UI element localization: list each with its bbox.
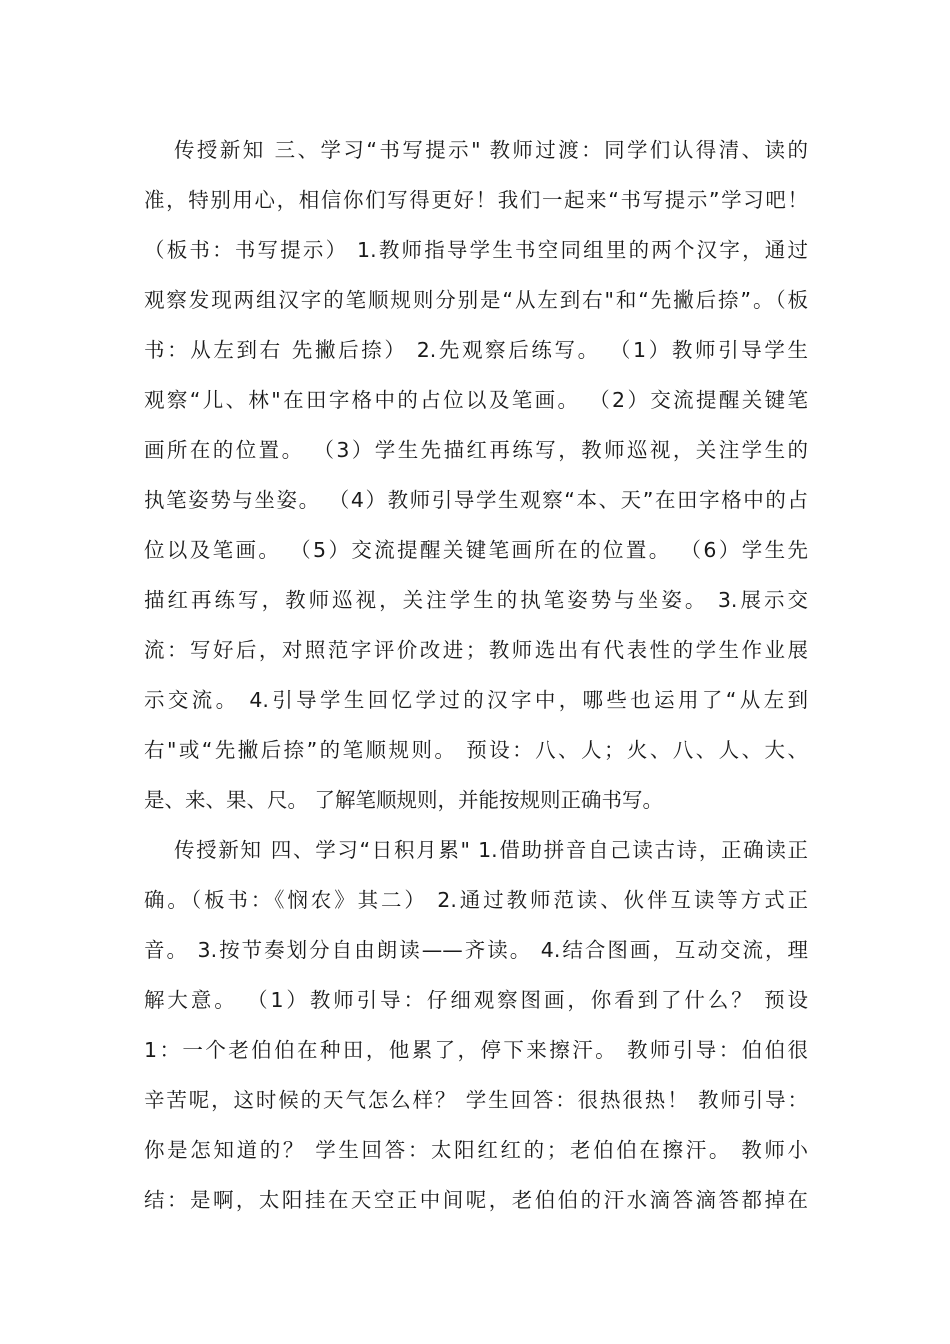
text-line: 结：是啊，太阳挂在天空正中间呢，老伯伯的汗水滴答滴答都掉在 [144, 1188, 808, 1212]
text-line: 解大意。 （1）教师引导：仔细观察图画，你看到了什么？ 预设 [144, 988, 808, 1012]
text-line: 执笔姿势与坐姿。 （4）教师引导学生观察“本、天”在田字格中的占 [144, 488, 808, 512]
document-body [144, 125, 808, 1225]
text-line: 辛苦呢，这时候的天气怎么样？ 学生回答：很热很热！ 教师引导： [144, 1088, 808, 1112]
text-line: 流：写好后，对照范字评价改进；教师选出有代表性的学生作业展 [144, 638, 808, 662]
text-line: 传授新知 四、学习“日积月累" 1.借助拼音自己读古诗，正确读正 [174, 838, 808, 862]
text-line: 你是怎知道的？ 学生回答：太阳红红的；老伯伯在擦汗。 教师小 [144, 1138, 808, 1162]
text-line: 书：从左到右 先撇后捺） 2.先观察后练写。 （1）教师引导学生 [144, 338, 808, 362]
text-line: 准，特别用心，相信你们写得更好！我们一起来“书写提示”学习吧！ [144, 188, 808, 212]
text-line: 确。（板书：《悯农》其二） 2.通过教师范读、伙伴互读等方式正 [144, 888, 808, 912]
text-line: 右"或“先撇后捺”的笔顺规则。 预设：八、人；火、八、人、大、 [144, 738, 808, 762]
text-line: 观察“儿、林"在田字格中的占位以及笔画。 （2）交流提醒关键笔 [144, 388, 808, 412]
text-line: 示交流。 4.引导学生回忆学过的汉字中，哪些也运用了“从左到 [144, 688, 808, 712]
text-line: 音。 3.按节奏划分自由朗读——齐读。 4.结合图画，互动交流，理 [144, 938, 808, 962]
text-line: 是、来、果、尺。 了解笔顺规则，并能按规则正确书写。 [144, 788, 664, 812]
text-line: 画所在的位置。 （3）学生先描红再练写，教师巡视，关注学生的 [144, 438, 808, 462]
text-line: 观察发现两组汉字的笔顺规则分别是“从左到右"和“先撇后捺”。（板 [144, 288, 808, 312]
text-line: 描红再练写，教师巡视，关注学生的执笔姿势与坐姿。 3.展示交 [144, 588, 808, 612]
text-line: 1：一个老伯伯在种田，他累了，停下来擦汗。 教师引导：伯伯很 [144, 1038, 808, 1062]
text-line: （板书：书写提示） 1.教师指导学生书空同组里的两个汉字，通过 [144, 238, 808, 262]
text-line: 传授新知 三、学习“书写提示" 教师过渡：同学们认得清、读的 [174, 138, 808, 162]
text-line: 位以及笔画。 （5）交流提醒关键笔画所在的位置。 （6）学生先 [144, 538, 808, 562]
